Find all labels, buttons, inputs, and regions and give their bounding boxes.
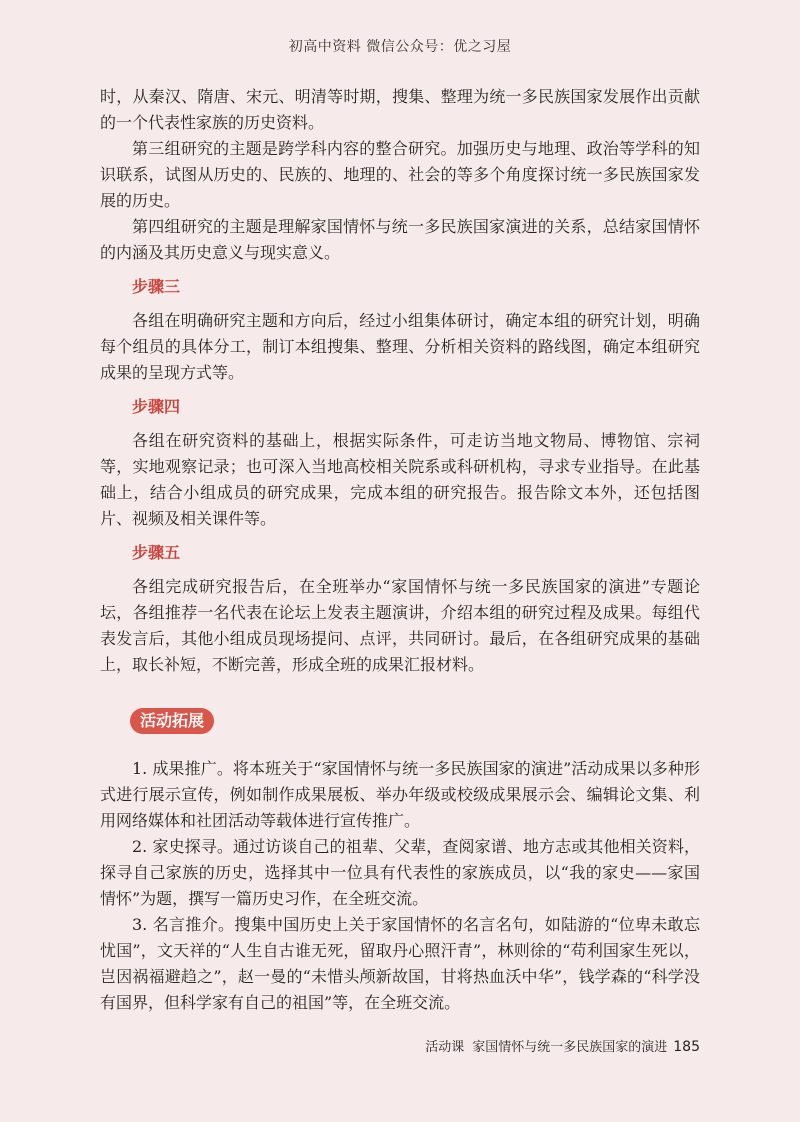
footer-section: 活动课: [425, 1040, 465, 1055]
extension-item: 1. 成果推广。将本班关于“家国情怀与统一多民族国家的演进”活动成果以多种形式进行展示宣传，例如制作成果展板、举办年级或校级成果展示会、编辑论文集、利用网络媒体和社团活动等载体进行宣传推广。: [100, 759, 700, 830]
extension-badge: 活动拓展: [130, 708, 214, 734]
extension-item: 3. 名言推介。搜集中国历史上关于家国情怀的名言名句，如陆游的“位卑未敢忘忧国”，文天祥的“人生自古谁无死，留取丹心照汗青”，林则徐的“苟利国家生死以，岂因祸福避趋之”，赵一曼的“未惜头颅新故国，甘将热血沃中华”，钱学森的“科学没有国界，但科学家有自己的祖国”等，在全班交流。: [100, 915, 700, 1012]
paragraph: 第四组研究的主题是理解家国情怀与统一多民族国家演进的关系，总结家国情怀的内涵及其历史意义与现实意义。: [100, 217, 700, 262]
page-number: 185: [673, 1039, 700, 1055]
footer-chapter: 家国情怀与统一多民族国家的演进: [472, 1040, 668, 1055]
paragraph: 第三组研究的主题是跨学科内容的整合研究。加强历史与地理、政治等学科的知识联系，试图从历史的、民族的、地理的、社会的等多个角度探讨统一多民族国家发展的历史。: [100, 139, 700, 210]
main-content: [100, 84, 700, 1016]
paragraph: 各组完成研究报告后，在全班举办“家国情怀与统一多民族国家的演进”专题论坛，各组推荐一名代表在论坛上发表主题演讲，介绍本组的研究过程及成果。每组代表发言后，其他小组成员现场提问、点评，共同研讨。最后，在各组研究成果的基础上，取长补短，不断完善，形成全班的成果汇报材料。: [100, 577, 700, 674]
extension-section-heading: [130, 708, 700, 734]
step-four-heading: 步骤四: [132, 397, 181, 416]
step-three-heading: 步骤三: [132, 277, 181, 296]
paragraph: 各组在明确研究主题和方向后，经过小组集体研讨，确定本组的研究计划，明确每个组员的具体分工，制订本组搜集、整理、分析相关资料的路线图，确定本组研究成果的呈现方式等。: [100, 311, 700, 382]
paragraph: 时，从秦汉、隋唐、宋元、明清等时期，搜集、整理为统一多民族国家发展作出贡献的一个代表性家族的历史资料。: [100, 87, 700, 132]
extension-item: 2. 家史探寻。通过访谈自己的祖辈、父辈，查阅家谱、地方志或其他相关资料，探寻自己家族的历史，选择其中一位具有代表性的家族成员，以“我的家史——家国情怀”为题，撰写一篇历史习作，在全班交流。: [100, 837, 700, 908]
step-five-heading: 步骤五: [132, 543, 181, 562]
page-footer: [0, 1036, 700, 1055]
paragraph: 各组在研究资料的基础上，根据实际条件，可走访当地文物局、博物馆、宗祠等，实地观察记录；也可深入当地高校相关院系或科研机构，寻求专业指导。在此基础上，结合小组成员的研究成果，完成本组的研究报告。报告除文本外，还包括图片、视频及相关课件等。: [100, 431, 700, 528]
page-header: 初高中资料 微信公众号：优之习屋: [288, 39, 512, 55]
